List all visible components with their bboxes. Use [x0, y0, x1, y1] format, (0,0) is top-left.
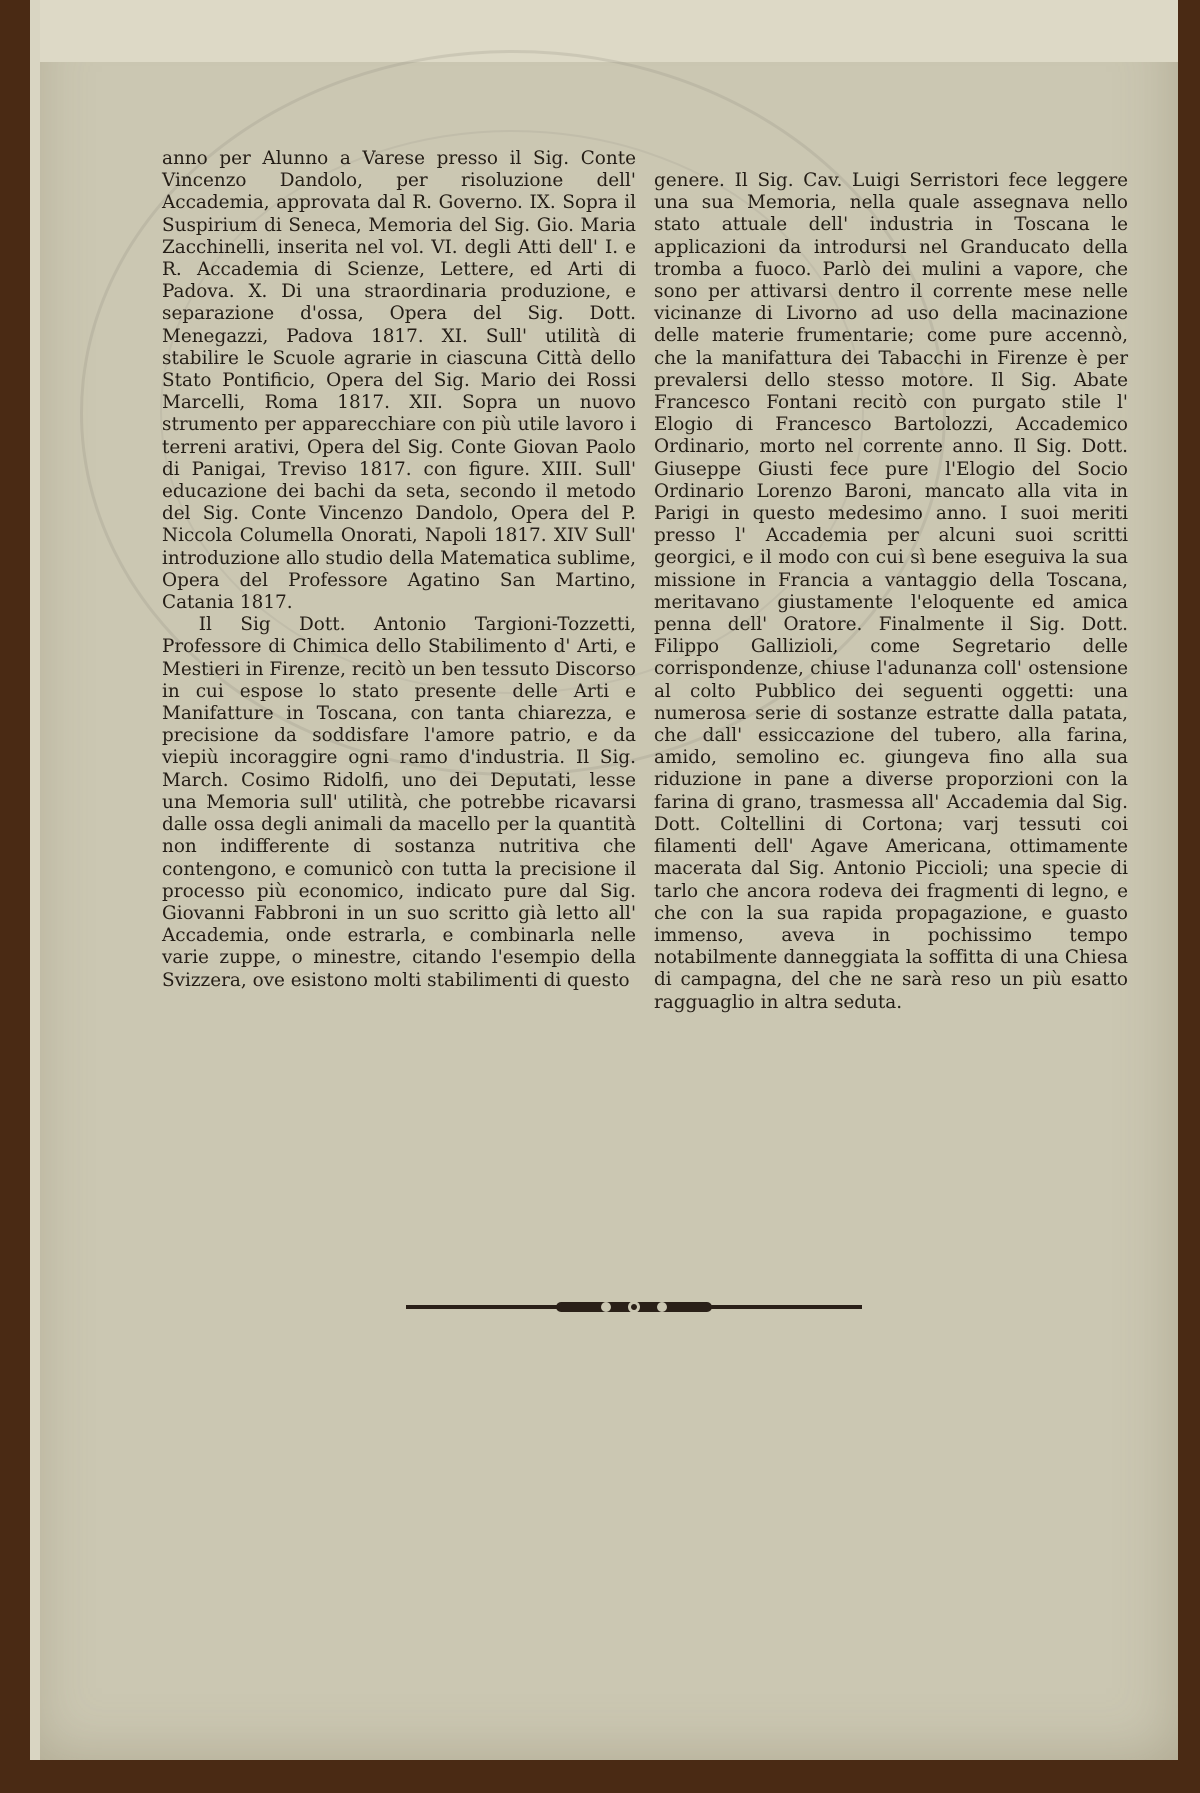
left-paragraph-2: Il Sig Dott. Antonio Targioni-Tozzetti, Professore di Chimica dello Stabilimento d' Arti, e Mestieri in Firenze, recitò un ben tessuto Discorso in cui espose lo stato presente delle Arti e Manifatture in Toscana, con tanta chiarezza, e precisione da soddisfare l'amore patrio, e da viepiù incoraggire ogni ramo d'industria. Il Sig. March. Cosimo Ridolfi, uno dei Deputati, lesse una Memoria sull' utilità, che potrebbe ricavarsi dalle ossa degli animali da macello per la quantità non indifferente di sostanza nutritiva che contengono, e comunicò con tutta la precisione il processo più economico, indicato pure dal Sig. Giovanni Fabbroni in un suo scritto già letto all' Accademia, onde estrarla, e combinarla nelle varie zuppe, o minestre, citando l'esempio della Svizzera, ove esistono molti stabilimenti di questo	[162, 614, 636, 991]
right-paragraph-1: genere. Il Sig. Cav. Luigi Serristori fece leggere una sua Memoria, nella quale assegnava nello stato attuale dell' industria in Toscana le applicazioni da introdursi nel Granducato della tromba a fuoco. Parlò dei mulini a vapore, che sono per attivarsi dentro il corrente mese nelle vicinanze di Livorno ad uso della macinazione delle materie frumentarie; come pure accennò, che la manifattura dei Tabacchi in Firenze è per prevalersi dello stesso motore. Il Sig. Abate Francesco Fontani recitò con purgato stile l' Elogio di Francesco Bartolozzi, Accademico Ordinario, morto nel corrente anno. Il Sig. Dott. Giuseppe Giusti fece pure l'Elogio del Socio Ordinario Lorenzo Baroni, mancato alla vita in Parigi in questo medesimo anno. I suoi meriti presso l' Accademia per alcuni suoi scritti georgici, e il modo con cui sì bene eseguiva la sua missione in Francia a vantaggio della Toscana, meritavano giustamente l'eloquente ed amica penna dell' Oratore. Finalmente il Sig. Dott. Filippo Gallizioli, come Segretario delle corrispondenze, chiuse l'adunanza coll' ostensione al colto Pubblico dei seguenti oggetti: una numerosa serie di sostanze estratte dalla patata, che dall' essiccazione del tubero, alla farina, amido, semolino ec. giungeva fino alla sua riduzione in pane a diverse proporzioni con la farina di grano, trasmessa all' Accademia dal Sig. Dott. Coltellini di Cortona; varj tessuti coi filamenti dell' Agave Americana, ottimamente macerata dal Sig. Antonio Piccioli; una specie di tarlo che ancora rodeva dei fragmenti di legno, e che con la sua rapida propagazione, e guasto immenso, aveva in pochissimo tempo notabilmente danneggiata la soffitta di una Chiesa di campagna, del che ne sarà reso un più esatto ragguaglio in altra seduta.	[654, 170, 1128, 1013]
paper-left-edge	[30, 0, 40, 1760]
right-text-column	[654, 170, 1128, 1014]
ornamental-rule-icon	[406, 1298, 862, 1316]
left-text-column	[162, 148, 636, 992]
left-paragraph-1: anno per Alunno a Varese presso il Sig. Conte Vincenzo Dandolo, per risoluzione dell' Accademia, approvata dal R. Governo. IX. Sopra il Suspirium di Seneca, Memoria del Sig. Gio. Maria Zacchinelli, inserita nel vol. VI. degli Atti dell' I. e R. Accademia di Scienze, Lettere, ed Arti di Padova. X. Di una straordinaria produzione, e separazione d'ossa, Opera del Sig. Dott. Menegazzi, Padova 1817. XI. Sull' utilità di stabilire le Scuole agrarie in ciascuna Città dello Stato Pontificio, Opera del Sig. Mario dei Rossi Marcelli, Roma 1817. XII. Sopra un nuovo strumento per apparecchiare con più utile lavoro i terreni arativi, Opera del Sig. Conte Giovan Paolo di Panigai, Treviso 1817. con figure. XIII. Sull' educazione dei bachi da seta, secondo il metodo del Sig. Conte Vincenzo Dandolo, Opera del P. Niccola Columella Onorati, Napoli 1817. XIV Sull' introduzione allo studio della Matematica sublime, Opera del Professore Agatino San Martino, Catania 1817.	[162, 148, 636, 614]
paper-top-band	[30, 0, 1178, 62]
